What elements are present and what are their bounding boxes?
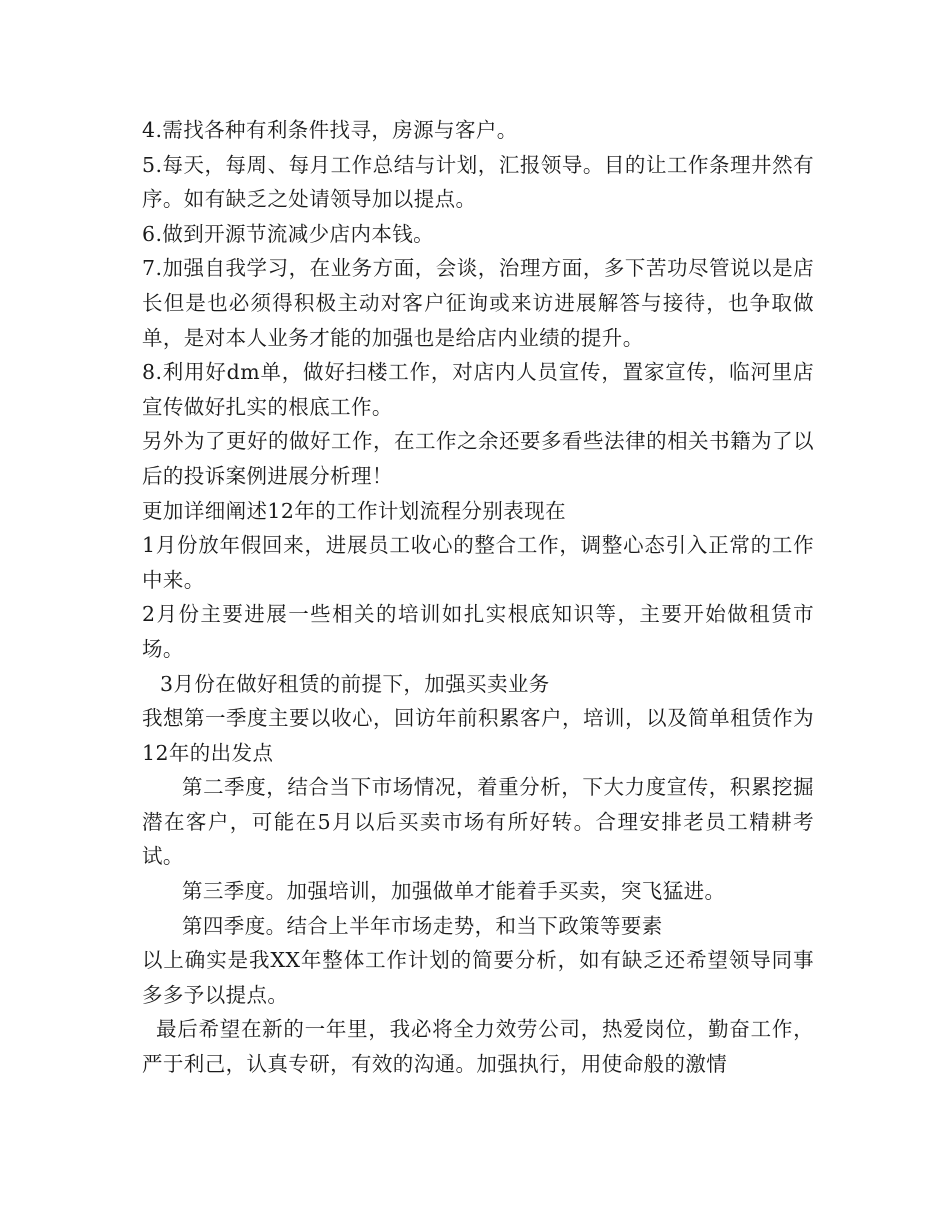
- paragraph-additional: 另外为了更好的做好工作，在工作之余还要多看些法律的相关书籍为了以后的投诉案例进展分析理！: [142, 429, 814, 488]
- paragraph-item-8: 8.利用好dm单，做好扫楼工作，对店内人员宣传，置家宣传，临河里店宣传做好扎实的根底工作。: [142, 360, 814, 419]
- document-body: [142, 113, 814, 1082]
- paragraph-conclusion: 以上确实是我XX年整体工作计划的简要分析，如有缺乏还希望领导同事多多予以提点。: [142, 948, 814, 1007]
- paragraph-january: 1月份放年假回来，进展员工收心的整合工作，调整心态引入正常的工作中来。: [142, 533, 814, 592]
- paragraph-q2: 第二季度，结合当下市场情况，着重分析，下大力度宣传，积累挖掘潜在客户，可能在5月以后买卖市场有所好转。合理安排老员工精耕考试。: [142, 775, 814, 869]
- paragraph-item-6: 6.做到开源节流减少店内本钱。: [142, 221, 435, 246]
- paragraph-item-7: 7.加强自我学习，在业务方面，会谈，治理方面，多下苦功尽管说以是店长但是也必须得积极主动对客户征询或来访进展解答与接待，也争取做单，是对本人业务才能的加强也是给店内业绩的提升。: [142, 256, 814, 350]
- paragraph-closing: 最后希望在新的一年里，我必将全力效劳公司，热爱岗位，勤奋工作，严于利己，认真专研，有效的沟通。加强执行，用使命般的激情: [142, 1017, 814, 1077]
- paragraph-march: 3月份在做好租赁的前提下，加强买卖业务: [160, 671, 550, 696]
- paragraph-q1-summary: 我想第一季度主要以收心，回访年前积累客户，培训，以及简单租赁作为12年的出发点: [142, 706, 814, 765]
- paragraph-item-5: 5.每天，每周、每月工作总结与计划，汇报领导。目的让工作条理井然有序。如有缺乏之处请领导加以提点。: [142, 152, 814, 212]
- paragraph-q4: 第四季度。结合上半年市场走势，和当下政策等要素: [182, 913, 663, 938]
- paragraph-q3: 第三季度。加强培训，加强做单才能着手买卖，突飞猛进。: [182, 879, 726, 904]
- paragraph-plan-intro: 更加详细阐述12年的工作计划流程分别表现在: [142, 498, 566, 523]
- paragraph-item-4: 4.需找各种有利条件找寻，房源与客户。: [142, 118, 518, 142]
- paragraph-february: 2月份主要进展一些相关的培训如扎实根底知识等，主要开始做租赁市场。: [142, 602, 814, 661]
